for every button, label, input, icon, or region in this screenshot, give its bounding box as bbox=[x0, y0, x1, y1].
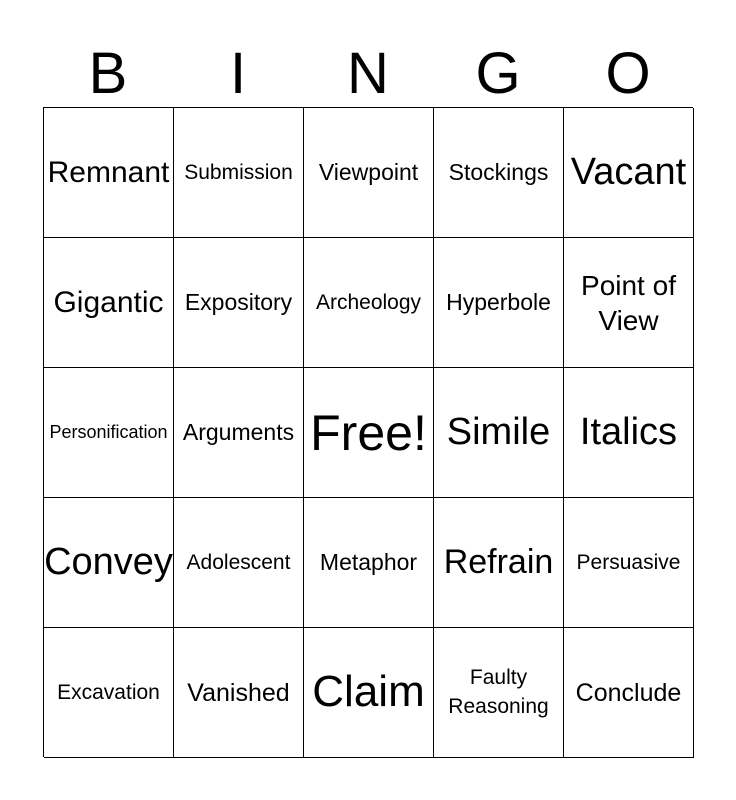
bingo-cell bbox=[564, 628, 694, 758]
bingo-cell bbox=[564, 498, 694, 628]
bingo-cell bbox=[304, 108, 434, 238]
cell-word: Point of View bbox=[581, 269, 676, 336]
cell-word: Remnant bbox=[47, 155, 170, 189]
cell-word: Vacant bbox=[570, 150, 687, 193]
bingo-cell bbox=[564, 108, 694, 238]
cell-word: Archeology bbox=[315, 290, 422, 314]
cell-word: Simile bbox=[446, 410, 551, 453]
cell-word: Arguments bbox=[182, 418, 295, 445]
cell-word: Conclude bbox=[575, 678, 682, 707]
cell-word: Claim bbox=[312, 667, 425, 717]
cell-word: Metaphor bbox=[319, 548, 418, 575]
bingo-cell bbox=[434, 368, 564, 498]
bingo-cell bbox=[44, 368, 174, 498]
bingo-cell bbox=[174, 238, 304, 368]
bingo-cell bbox=[434, 238, 564, 368]
bingo-cell bbox=[44, 238, 174, 368]
cell-word: Hyperbole bbox=[446, 288, 551, 315]
bingo-cell bbox=[564, 238, 694, 368]
bingo-cell free-space bbox=[304, 368, 434, 498]
bingo-header bbox=[43, 40, 693, 108]
bingo-cell bbox=[434, 628, 564, 758]
bingo-cell bbox=[304, 498, 434, 628]
bingo-cell bbox=[44, 498, 174, 628]
cell-word: Stockings bbox=[448, 158, 549, 185]
header-letter-g: G bbox=[475, 41, 521, 106]
cell-word: Persuasive bbox=[576, 550, 681, 574]
bingo-cell bbox=[564, 368, 694, 498]
cell-word: Viewpoint bbox=[318, 158, 419, 185]
cell-word: Excavation bbox=[57, 680, 160, 704]
bingo-cell bbox=[44, 108, 174, 238]
header-letter-b: B bbox=[88, 41, 128, 106]
header-letter-i: I bbox=[229, 41, 247, 106]
bingo-board bbox=[43, 107, 693, 757]
cell-word: Expository bbox=[184, 288, 293, 315]
bingo-cell bbox=[174, 628, 304, 758]
bingo-cell bbox=[434, 108, 564, 238]
cell-word: Personification bbox=[49, 421, 168, 442]
bingo-cell bbox=[434, 498, 564, 628]
bingo-cell bbox=[174, 498, 304, 628]
header-letter-o: O bbox=[605, 41, 651, 106]
bingo-cell bbox=[174, 368, 304, 498]
cell-word: Gigantic bbox=[53, 285, 164, 319]
bingo-cell bbox=[174, 108, 304, 238]
cell-word: Submission bbox=[184, 160, 293, 184]
bingo-cell bbox=[304, 628, 434, 758]
free-space-label: Free! bbox=[310, 404, 427, 461]
cell-word: Refrain bbox=[443, 543, 554, 582]
cell-word: Convey bbox=[44, 540, 173, 583]
cell-word: Adolescent bbox=[186, 550, 291, 574]
bingo-cell bbox=[304, 238, 434, 368]
header-letter-n: N bbox=[347, 41, 389, 106]
bingo-cell bbox=[44, 628, 174, 758]
cell-word: Italics bbox=[579, 410, 678, 453]
cell-word: Faulty Reasoning bbox=[448, 666, 549, 718]
cell-word: Vanished bbox=[187, 678, 290, 707]
